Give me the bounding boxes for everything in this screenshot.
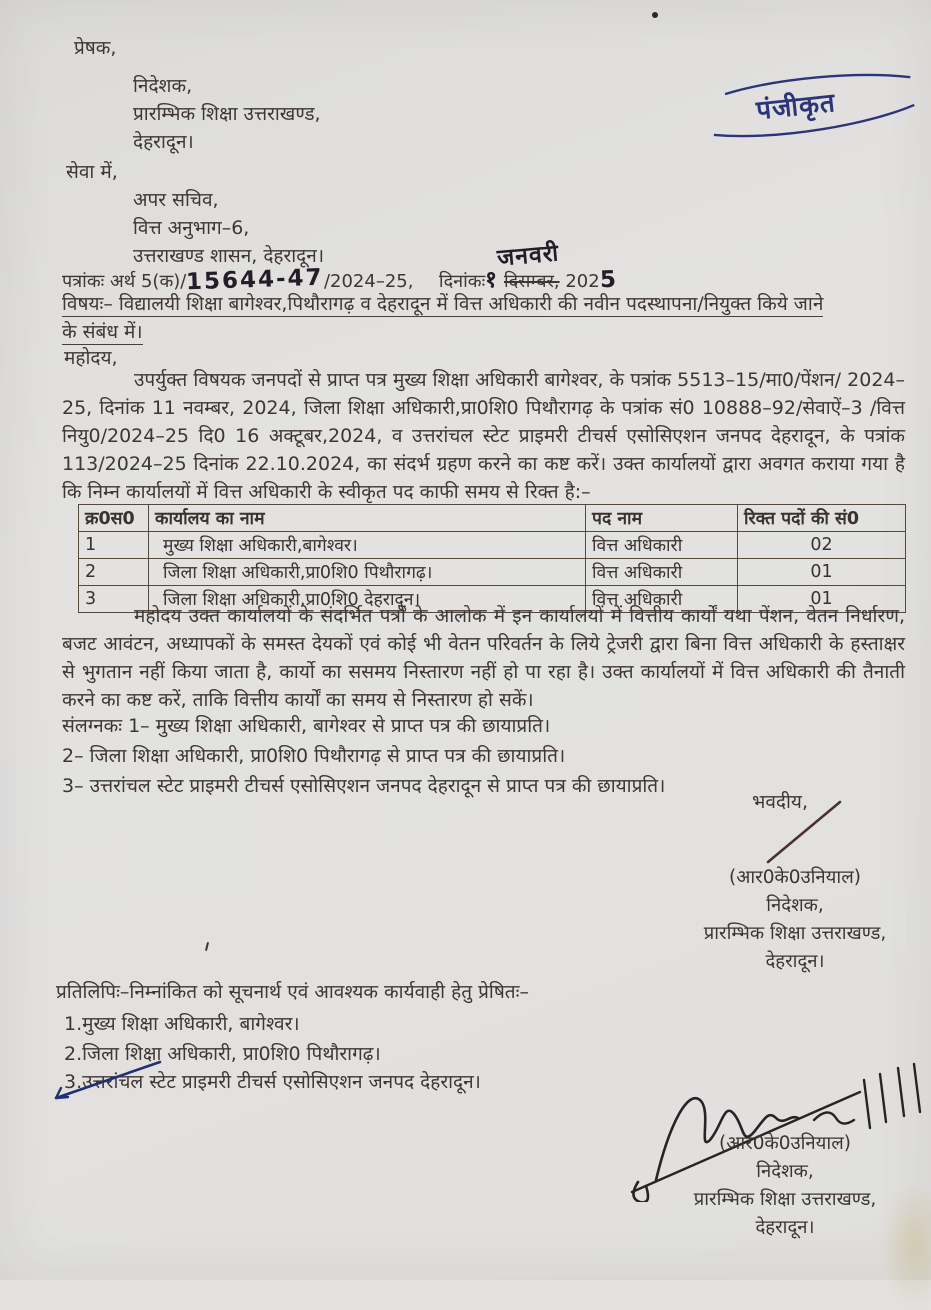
sender-line: देहरादून। — [133, 131, 194, 153]
reference-middle: /2024–25, — [323, 271, 414, 292]
subject-line-2 — [62, 318, 143, 346]
copy-list-item: 3.उत्तरांचल स्टेट प्राइमरी टीचर्स एसोसिएशन जनपद देहरादून। — [64, 1071, 481, 1093]
sender-label: प्रेषक, — [74, 37, 117, 59]
cell-vacant: 02 — [738, 532, 906, 559]
subject-line-1 — [62, 290, 823, 318]
recipient-line: अपर सचिव, — [133, 189, 219, 211]
sender-line: निदेशक, — [133, 75, 193, 97]
signatory-org: प्रारम्भिक शिक्षा उत्तराखण्ड, — [693, 1189, 877, 1210]
closing: भवदीय, — [752, 791, 808, 813]
vacancy-table — [78, 504, 906, 613]
recipient-line: उत्तराखण्ड शासन, देहरादून। — [133, 245, 325, 267]
signatory-name: (आर0के0उनियाल) — [719, 1133, 851, 1154]
handwritten-month: जनवरी — [496, 240, 561, 272]
cell-office: मुख्य शिक्षा अधिकारी,बागेश्वर। — [149, 532, 586, 559]
checkmark-icon — [42, 1048, 172, 1118]
table-row — [79, 559, 906, 586]
cell-sn: 2 — [79, 559, 149, 586]
cell-vacant: 01 — [738, 559, 906, 586]
struck-month: दिसम्बर, — [503, 271, 560, 292]
signatory-title: निदेशक, — [766, 895, 824, 916]
recipient-label: सेवा में, — [66, 161, 118, 183]
reference-prefix: पत्रांकः अर्थ 5(क)/ — [62, 271, 187, 292]
signatory-org: प्रारम्भिक शिक्षा उत्तराखण्ड, — [703, 923, 887, 944]
date-label: दिनांकः — [438, 271, 486, 292]
stamp-text: पंजीकृत — [754, 88, 838, 127]
cell-office: जिला शिक्षा अधिकारी,प्रा0शि0 देहरादून। — [149, 586, 586, 613]
subject-text-2: के संबंध में। — [62, 321, 143, 343]
cell-post: वित्त अधिकारी — [586, 586, 738, 613]
handwritten-letter-number: 15644-47 — [185, 264, 325, 296]
signatory-title: निदेशक, — [756, 1161, 814, 1182]
subject-text-1: विषयः– विद्यालयी शिक्षा बागेश्वर,पिथौरागढ़ व देहरादून में वित्त अधिकारी की नवीन पदस्थापना/नियुक्त किये जाने — [62, 293, 824, 315]
copy-list-item: 2.जिला शिक्षा अधिकारी, प्रा0शि0 पिथौरागढ़। — [64, 1043, 381, 1065]
attachment-line: संलग्नकः 1– मुख्य शिक्षा अधिकारी, बागेश्वर से प्राप्त पत्र की छायाप्रति। — [62, 715, 551, 737]
body-paragraph-2: महोदय उक्त कार्यालयों के संदर्भित पत्रों के आलोक में इन कार्यालयों में वित्तीय कार्यों यथा पेंशन, वेतन निर्धारण, बजट आवंटन, अध्यापकों के समस्त देयकों एवं कोई भी वेतन परिवर्तन के लिये ट्रेजरी द्वारा बिना वित्त अधिकारी के हस्ताक्षर से भुगतान नहीं किया जाता है, कार्यो का ससमय निस्तारण नहीं हो पा रहा है। उक्त कार्यालयों में वित्त अधिकारी की तैनाती करने का कष्ट करें, ताकि वित्तीय कार्यों का समय से निस्तारण हो सकें। — [62, 605, 905, 711]
table-row — [79, 532, 906, 559]
cell-post: वित्त अधिकारी — [586, 532, 738, 559]
body-paragraph-1: उपर्युक्त विषयक जनपदों से प्राप्त पत्र मुख्य शिक्षा अधिकारी बागेश्वर, के पत्रांक 5513–15/मा0/पेंशन/ 2024–25, दिनांक 11 नवम्बर, 2024, जिला शिक्षा अधिकारी,प्रा0शि0 पिथौरागढ़ के पत्रांक सं0 10888–92/सेवाऐं–3 /वित्त नियु0/2024–25 दि0 16 अक्टूबर,2024, व उत्तरांचल स्टेट प्राइमरी टीचर्स एसोसिएशन जनपद देहरादून, के पत्रांक 113/2024–25 दिनांक 22.10.2024, का संदर्भ ग्रहण करने का कष्ट करें। उक्त कार्यालयों द्वारा अवगत कराया गया है कि निम्न कार्यालयों में वित्त अधिकारी के स्वीकृत पद काफी समय से रिक्त है:– — [62, 369, 905, 503]
table-header-post: पद नाम — [586, 505, 738, 532]
handwritten-day: १ — [484, 266, 499, 294]
cell-vacant: 01 — [738, 586, 906, 613]
recipient-line: वित्त अनुभाग–6, — [133, 217, 250, 239]
signatory-block-1 — [645, 864, 931, 976]
registered-stamp — [705, 55, 920, 154]
table-header-row — [79, 505, 906, 532]
cell-sn: 3 — [79, 586, 149, 613]
ink-dot — [652, 12, 658, 18]
table-header-vacant: रिक्त पदों की सं0 — [738, 505, 906, 532]
cell-sn: 1 — [79, 532, 149, 559]
year-printed: 202 — [565, 271, 600, 292]
signatory-place: देहरादून। — [765, 951, 825, 972]
signatory-name: (आर0के0उनियाल) — [729, 867, 861, 888]
copies-heading: प्रतिलिपिः–निम्नांकित को सूचनार्थ एवं आवश्यक कार्यवाही हेतु प्रेषितः– — [56, 981, 529, 1003]
handwritten-year-digit: 5 — [599, 266, 618, 294]
signatory-place: देहरादून। — [755, 1217, 815, 1238]
cell-post: वित्त अधिकारी — [586, 559, 738, 586]
signature-stroke-icon — [756, 796, 851, 871]
attachment-line: 3– उत्तरांचल स्टेट प्राइमरी टीचर्स एसोसिएशन जनपद देहरादून से प्राप्त पत्र की छायाप्रति। — [62, 775, 666, 797]
salutation: महोदय, — [64, 347, 118, 369]
cell-office: जिला शिक्षा अधिकारी,प्रा0शि0 पिथौरागढ़। — [149, 559, 586, 586]
attachment-line: 2– जिला शिक्षा अधिकारी, प्रा0शि0 पिथौरागढ़ से प्राप्त पत्र की छायाप्रति। — [62, 745, 566, 767]
sender-line: प्रारम्भिक शिक्षा उत्तराखण्ड, — [133, 103, 321, 125]
table-header-sn: क्र0स0 — [79, 505, 149, 532]
copy-list-item: 1.मुख्य शिक्षा अधिकारी, बागेश्वर। — [64, 1013, 300, 1035]
table-header-office: कार्यालय का नाम — [149, 505, 586, 532]
pen-mark — [205, 942, 209, 951]
